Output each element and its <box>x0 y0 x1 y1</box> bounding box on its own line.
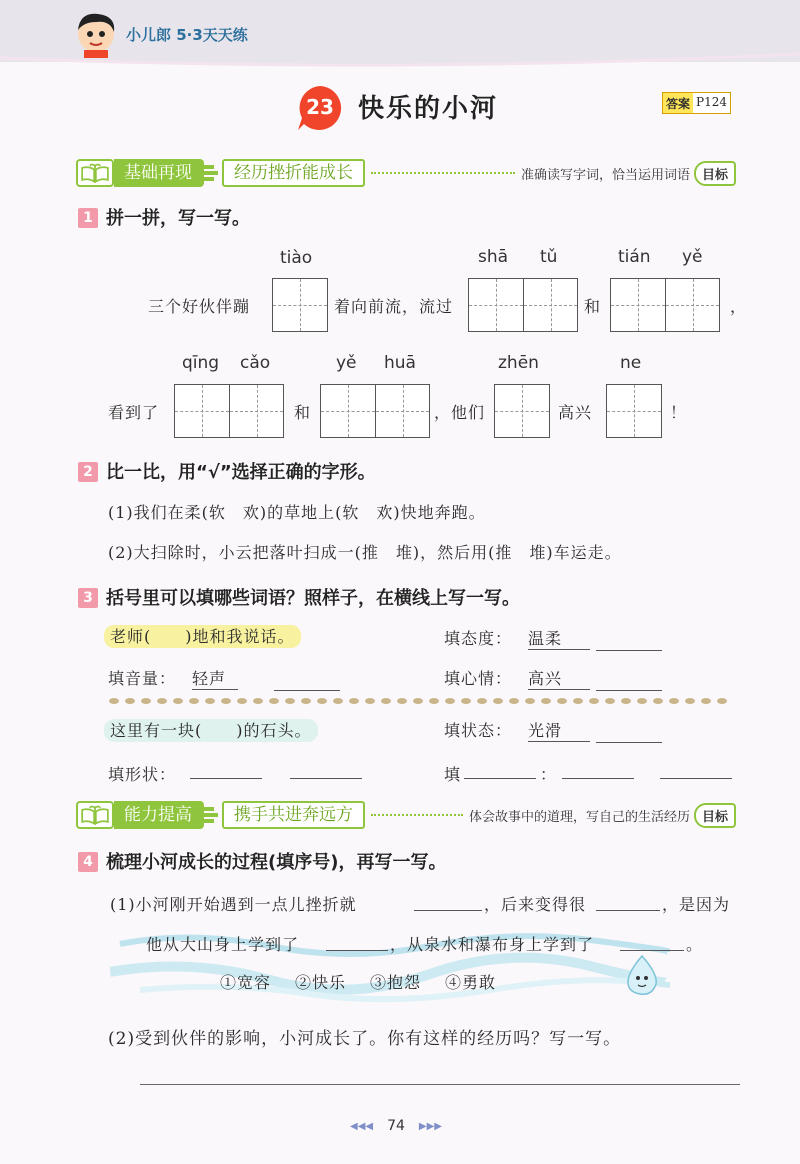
q1-text: ， <box>730 297 748 316</box>
goal-tag: 目标 <box>694 803 736 828</box>
answer-blank[interactable] <box>596 650 662 651</box>
lesson-number: 23 <box>306 95 334 119</box>
answer-blank[interactable] <box>414 910 482 911</box>
q4-text: 。 <box>686 935 704 954</box>
page-number: 74 <box>387 1118 405 1134</box>
answer-blank[interactable] <box>596 742 662 743</box>
writing-grid[interactable] <box>610 278 720 332</box>
answer-blank[interactable] <box>190 778 262 779</box>
q2-line-2[interactable]: (2)大扫除时，小云把落叶扫成一(推 堆)，然后用(推 堆)车运走。 <box>108 543 622 562</box>
answer-blank[interactable] <box>274 690 340 691</box>
section-goal: 体会故事中的道理，写自己的生活经历 <box>468 809 690 825</box>
q1-text: ，他们 <box>434 403 486 422</box>
section-subtitle: 携手共进奔远方 <box>222 801 365 829</box>
dotted-divider <box>108 694 728 708</box>
option-item: ②快乐 <box>295 973 347 992</box>
mascot-avatar-icon <box>70 6 122 58</box>
section-goal: 准确读写字词，恰当运用词语 <box>520 167 690 183</box>
pinyin: shā <box>478 247 509 267</box>
water-drop-mascot-icon <box>612 952 672 998</box>
pinyin: tián <box>618 247 651 267</box>
question-number-4: 4 <box>78 852 98 872</box>
q4-part2: (2)受到伙伴的影响，小河成长了。你有这样的经历吗？写一写。 <box>108 1029 622 1049</box>
q1-text: 着向前流，流过 <box>334 297 454 316</box>
fill-label: 填心情： <box>444 669 513 688</box>
question-number-2: 2 <box>78 462 98 482</box>
q4-text: ，是因为 <box>662 895 731 914</box>
answer-reference[interactable] <box>662 92 731 114</box>
answer-blank[interactable] <box>596 690 662 691</box>
answer-page: P124 <box>693 93 730 113</box>
q4-text: ，后来变得很 <box>484 895 587 914</box>
answer-blank[interactable] <box>326 950 388 951</box>
q1-text: 和 <box>584 297 602 316</box>
question-title-4: 梳理小河成长的过程(填序号)，再写一写。 <box>106 852 447 873</box>
pinyin: yě <box>336 353 357 373</box>
fill-label: 填音量： <box>108 669 177 688</box>
fill-colon: ： <box>540 765 558 784</box>
goal-tag: 目标 <box>694 161 736 186</box>
answer-blank[interactable] <box>620 950 684 951</box>
example-word: 光滑 <box>528 718 590 742</box>
book-sprout-icon <box>76 159 114 187</box>
writing-grid[interactable] <box>174 384 284 438</box>
q4-text: ，从泉水和瀑布身上学到了 <box>390 935 595 954</box>
q1-text: 看到了 <box>108 403 160 422</box>
q1-text: 三个好伙伴蹦 <box>148 297 251 316</box>
q4-text: (1)小河刚开始遇到一点儿挫折就 <box>110 895 357 914</box>
question-title-1: 拼一拼，写一写。 <box>106 208 250 229</box>
answer-label: 答案 <box>666 97 691 111</box>
option-item: ③抱怨 <box>370 973 422 992</box>
pinyin: qīng <box>182 353 220 373</box>
q1-text: 和 <box>294 403 312 422</box>
pinyin: ne <box>620 353 642 373</box>
pinyin: yě <box>682 247 703 267</box>
example-word: 温柔 <box>528 626 590 650</box>
option-list <box>220 970 496 993</box>
question-title-2: 比一比，用“√”选择正确的字形。 <box>106 462 376 483</box>
section-dotted-line <box>371 814 463 816</box>
pinyin: cǎo <box>240 353 271 373</box>
q1-text: ！ <box>670 403 688 422</box>
writing-grid[interactable] <box>606 384 662 438</box>
fill-label: 填状态： <box>444 721 513 740</box>
lesson-title: 快乐的小河 <box>358 94 499 124</box>
pinyin: tǔ <box>540 247 558 267</box>
option-item: ④勇敢 <box>445 973 497 992</box>
answer-blank[interactable] <box>660 778 732 779</box>
fill-label: 填 <box>444 765 462 784</box>
example-word: 轻声 <box>192 666 238 690</box>
answer-blank[interactable] <box>562 778 634 779</box>
writing-grid[interactable] <box>494 384 550 438</box>
section-subtitle: 经历挫折能成长 <box>222 159 365 187</box>
option-item: ①宽容 <box>220 973 272 992</box>
section-title: 能力提高 <box>114 801 204 829</box>
q2-line-1[interactable]: (1)我们在柔(软 欢)的草地上(软 欢)快地奔跑。 <box>108 503 486 522</box>
writing-grid[interactable] <box>468 278 578 332</box>
example-sentence-1: 老师( )地和我说话。 <box>104 625 301 648</box>
writing-grid[interactable] <box>272 278 328 332</box>
right-arrows-icon: ▶▶▶ <box>418 1120 442 1132</box>
section-connector-icon <box>204 159 222 187</box>
pinyin: zhēn <box>498 353 539 373</box>
answer-blank[interactable] <box>596 910 660 911</box>
section-title: 基础再现 <box>114 159 204 187</box>
fill-label: 填态度： <box>444 629 513 648</box>
answer-blank[interactable] <box>290 778 362 779</box>
q4-text: 他从大山身上学到了 <box>146 935 300 954</box>
pinyin: tiào <box>280 248 313 268</box>
brand-title: 小儿郎 5·3天天练 <box>126 26 248 44</box>
q1-text: 高兴 <box>558 403 593 422</box>
page-footer <box>350 1118 442 1134</box>
book-sprout-icon <box>76 801 114 829</box>
left-arrows-icon: ◀◀◀ <box>350 1120 374 1132</box>
pinyin: huā <box>384 353 416 373</box>
section-header-basics <box>76 158 736 188</box>
question-number-1: 1 <box>78 208 98 228</box>
section-dotted-line <box>371 172 515 174</box>
fill-label: 填形状： <box>108 765 177 784</box>
question-number-3: 3 <box>78 588 98 608</box>
section-connector-icon <box>204 801 222 829</box>
section-header-advanced <box>76 800 736 830</box>
example-word: 高兴 <box>528 666 590 690</box>
question-title-3: 括号里可以填哪些词语？照样子，在横线上写一写。 <box>106 588 520 609</box>
example-sentence-2: 这里有一块( )的石头。 <box>104 719 318 742</box>
answer-blank[interactable] <box>464 778 536 779</box>
writing-line[interactable] <box>140 1084 740 1085</box>
writing-grid[interactable] <box>320 384 430 438</box>
